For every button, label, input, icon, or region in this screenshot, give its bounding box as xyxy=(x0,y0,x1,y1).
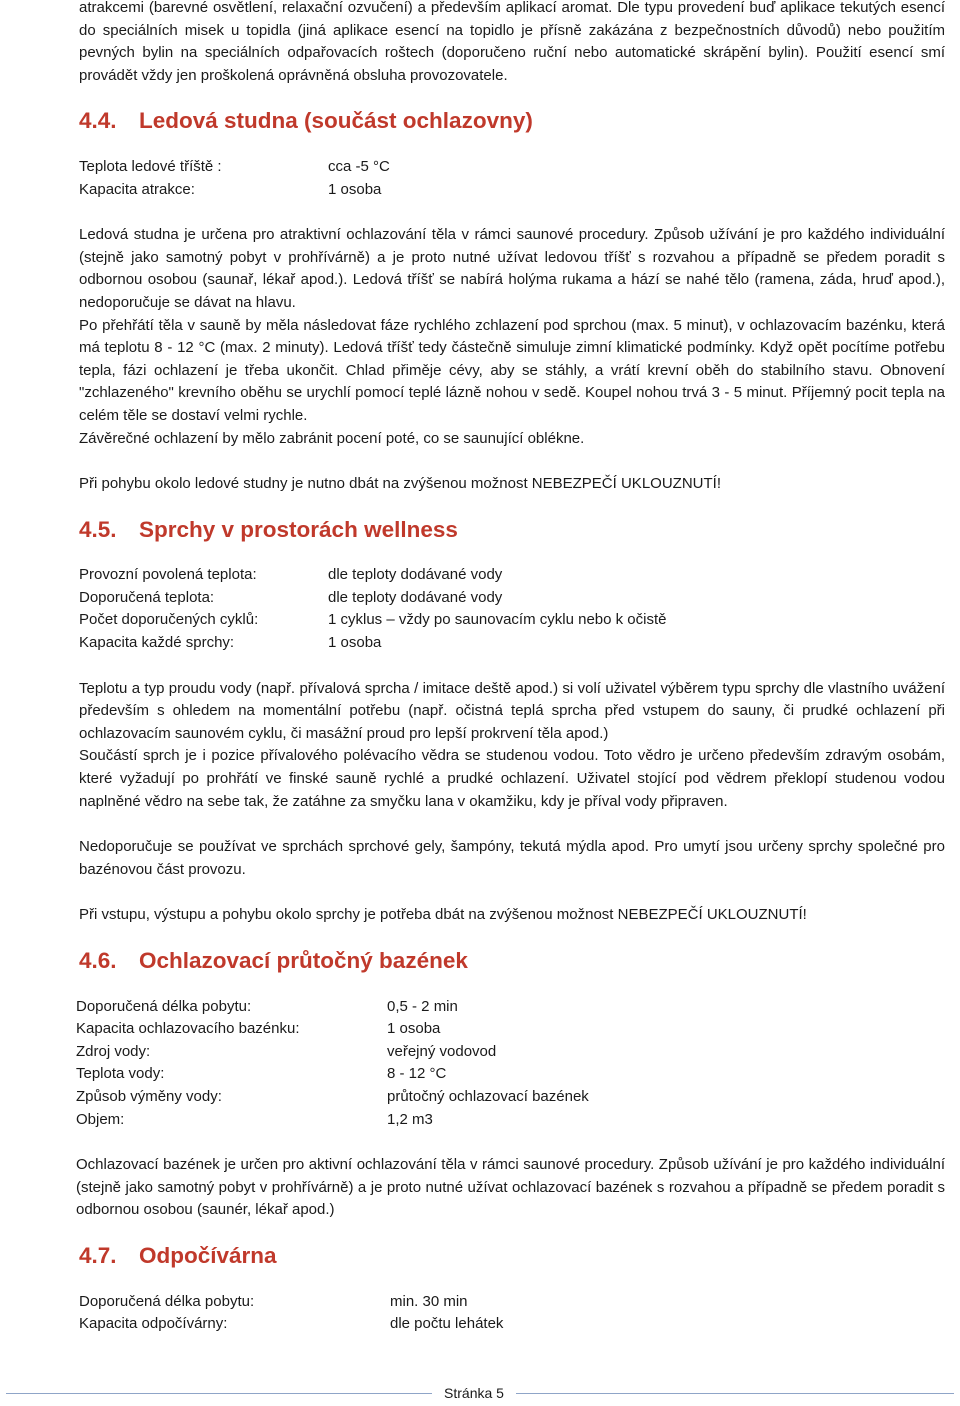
section-4-7-params xyxy=(79,1291,945,1336)
section-4-5-paragraph-1: Teplotu a typ proudu vody (např. přívalová sprcha / imitace deště apod.) si volí uživatel výběrem typu sprchy dle vlastního uvážení především s ohledem na momentální potřebu (např. očistná teplá sprcha před vstupem do sauny, či prudké ochlazení při ochlazovacím saunovém cyklu, či masážní proud pro lepší prokrvení těla apod.) xyxy=(79,679,945,742)
section-title: Odpočívárna xyxy=(139,1242,277,1268)
param-label: Počet doporučených cyklů: xyxy=(79,611,259,629)
param-label: Teplota ledové tříště : xyxy=(79,157,222,175)
param-label: Kapacita každé sprchy: xyxy=(79,634,235,652)
section-4-7-heading xyxy=(79,1242,945,1268)
param-label: Objem: xyxy=(76,1110,125,1128)
section-4-5-warning: Při vstupu, výstupu a pohybu okolo sprchy je potřeba dbát na zvýšenou možnost NEBEZPEČÍ UKLOUZNUTÍ! xyxy=(79,906,807,924)
section-number: 4.4. xyxy=(79,108,117,134)
param-label: Způsob výměny vody: xyxy=(76,1087,222,1105)
section-title: Ledová studna (součást ochlazovny) xyxy=(139,108,533,134)
param-value: min. 30 min xyxy=(390,1292,468,1310)
intro-paragraph: atrakcemi (barevné osvětlení, relaxační ozvučení) a především aplikací aromat. Dle typu provedení buď aplikace tekutých esencí do speciálních misek u topidla (jiná aplikace esencí na topidlo je přísně zakázána z bezpečnostních důvodů) nebo použitím pevných bylin na speciálních odpařovacích roštech (doporučeno ruční nebo automatické skrápění bylin). Použití esencí smí provádět vždy jen proškolená oprávněná obsluha provozovatele. xyxy=(79,0,945,84)
section-title: Ochlazovací průtočný bazének xyxy=(139,948,468,973)
section-4-4-heading xyxy=(79,110,945,133)
section-4-4-paragraph-3: Závěrečné ochlazení by mělo zabránit pocení poté, co se saunující oblékne. xyxy=(79,429,585,447)
section-4-4-params xyxy=(79,156,945,201)
param-value: 8 - 12 °C xyxy=(387,1065,447,1083)
param-value: dle počtu lehátek xyxy=(390,1315,504,1333)
param-label: Provozní povolená teplota: xyxy=(79,566,257,584)
param-value: dle teploty dodávané vody xyxy=(328,588,503,606)
section-4-6-paragraph-1: Ochlazovací bazének je určen pro aktivní ochlazování těla v rámci saunové procedury. Způsob užívání je pro každého individuální (stejně jako samotný pobyt v prohřívárně) a je proto nutné užívat ochlazovací bazének s rozvahou a případně se předem poradit s odbornou osobou (saunér, lékař apod.) xyxy=(76,1156,945,1219)
param-label: Doporučená délka pobytu: xyxy=(79,1292,255,1310)
param-label: Kapacita odpočívárny: xyxy=(79,1315,228,1333)
section-number: 4.6. xyxy=(79,948,117,973)
param-value: 1,2 m3 xyxy=(387,1110,433,1128)
param-label: Kapacita atrakce: xyxy=(79,180,195,198)
param-value: 1 osoba xyxy=(328,180,382,198)
section-4-4-paragraph-1: Ledová studna je určena pro atraktivní ochlazování těla v rámci saunové procedury. Způsob užívání je pro každého individuální (stejně jako samotný pobyt v prohřívárně) a je proto nutné užívat ledovou tříšť s rozvahou a případně se předem poradit s odbornou osobou (saunař, lékař apod.). Ledová tříšť se nabírá holýma rukama a hází se nahé tělo (ramena, záda, hruď apod.), nedoporučuje se dávat na hlavu. xyxy=(79,226,945,311)
section-4-5-paragraph-2: Součástí sprch je i pozice přívalového polévacího vědra se studenou vodou. Toto vědro je určeno především zdravým osobám, které vyžadují po prohřátí ve finské sauně rychlé a prudké ochlazení. Uživatel stojící pod vědrem překlopí studenou vodou naplněné vědro na sebe tak, že zatáhne za smyčku lana v okamžiku, kdy je příval vody připraven. xyxy=(79,747,945,810)
section-4-6-heading xyxy=(79,950,945,973)
param-label: Teplota vody: xyxy=(76,1065,165,1083)
section-4-5-params xyxy=(79,564,945,654)
param-value: 0,5 - 2 min xyxy=(387,997,458,1015)
section-4-4-paragraph-2: Po přehřátí těla v sauně by měla následovat fáze rychlého zchlazení pod sprchou (max. 5 minut), v ochlazovacím bazénku, která má teplotu 8 - 12 °C (max. 2 minuty). Ledová tříšť tedy částečně simuluje zimní klimatické podmínky. Když opět pocítíme potřebu tepla, fázi ochlazení je třeba ukončit. Chlad přiměje cévy, aby se stáhly, a vrátí krevní oběh do stabilního stavu. Obnovení "zchlazeného" krevního oběhu se urychlí pomocí teplé lázně nohou v sedě. Koupel nohou trvá 3 - 5 minut. Příjemný pocit tepla na celém těle se dostaví velmi rychle. xyxy=(79,316,945,424)
section-title: Sprchy v prostorách wellness xyxy=(139,516,458,542)
param-label: Doporučená délka pobytu: xyxy=(76,997,252,1015)
param-value: veřejný vodovod xyxy=(387,1042,497,1060)
param-value: 1 cyklus – vždy po saunovacím cyklu nebo k očistě xyxy=(328,611,667,629)
document-page xyxy=(76,0,945,1336)
footer-rule-left xyxy=(6,1393,432,1394)
param-value: 1 osoba xyxy=(387,1020,441,1038)
section-number: 4.5. xyxy=(79,516,117,542)
param-label: Kapacita ochlazovacího bazénku: xyxy=(76,1020,300,1038)
param-value: průtočný ochlazovací bazének xyxy=(387,1087,589,1105)
param-label: Doporučená teplota: xyxy=(79,588,215,606)
param-value: dle teploty dodávané vody xyxy=(328,566,503,584)
param-value: 1 osoba xyxy=(328,634,382,652)
section-number: 4.7. xyxy=(79,1242,117,1268)
footer-rule-right xyxy=(516,1393,954,1394)
section-4-4-warning: Při pohybu okolo ledové studny je nutno dbát na zvýšenou možnost NEBEZPEČÍ UKLOUZNUTÍ! xyxy=(79,475,721,493)
section-4-6-params xyxy=(76,996,945,1132)
page-number: Stránka 5 xyxy=(444,1385,504,1401)
section-4-5-heading xyxy=(79,516,945,542)
param-label: Zdroj vody: xyxy=(76,1042,151,1060)
page-footer xyxy=(0,1380,960,1406)
param-value: cca -5 °C xyxy=(328,157,390,175)
section-4-5-paragraph-3: Nedoporučuje se používat ve sprchách sprchové gely, šampóny, tekutá mýdla apod. Pro umytí jsou určeny sprchy společné pro bazénovou část provozu. xyxy=(79,838,945,878)
